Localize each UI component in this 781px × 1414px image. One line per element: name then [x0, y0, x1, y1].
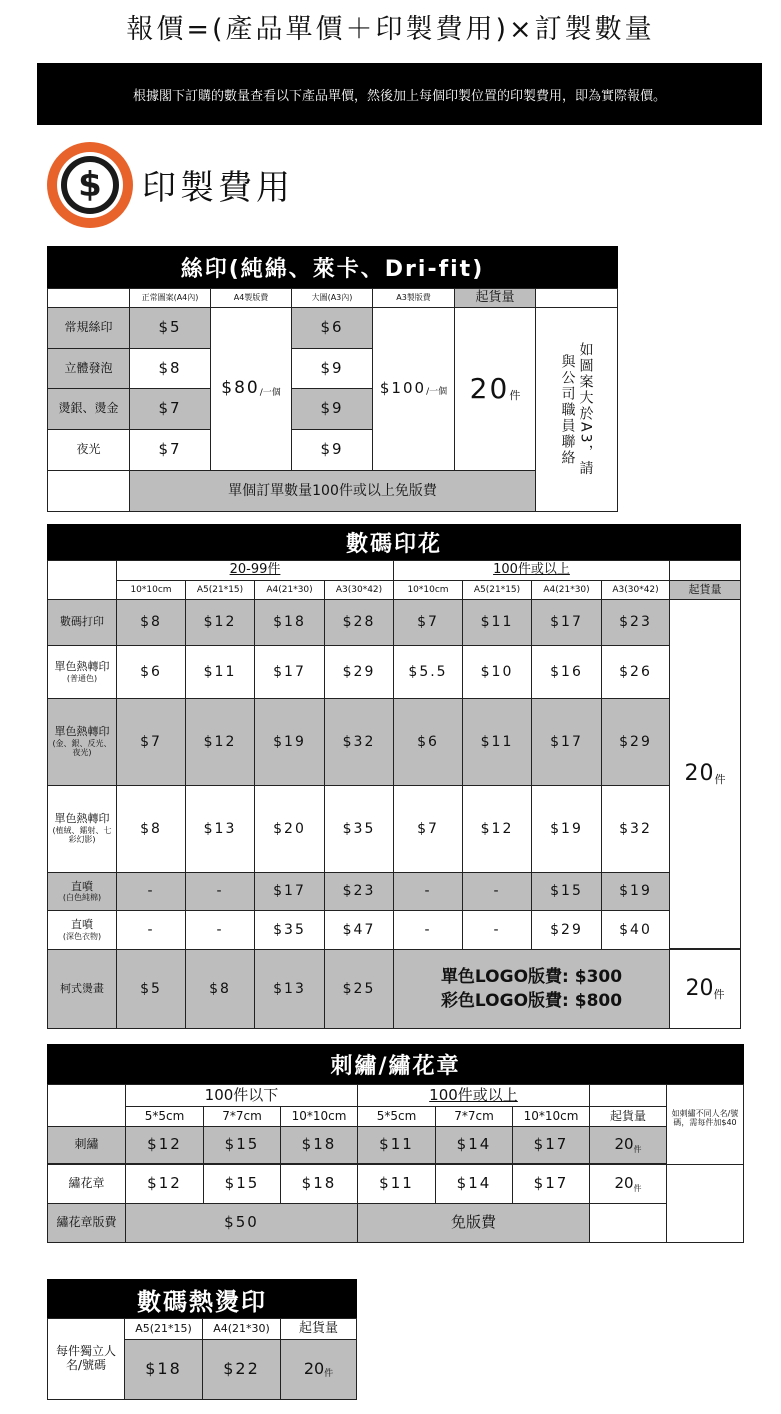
- digital-price-cell: -: [116, 910, 186, 950]
- silk-header-large: 大圖(A3內): [291, 288, 373, 308]
- silk-normal-price: $7: [129, 429, 211, 471]
- emb-size-header: 7*7cm: [203, 1106, 281, 1127]
- silk-row-label: 立體發泡: [47, 348, 130, 389]
- silk-large-price: $9: [291, 388, 373, 430]
- silk-header-blank: [535, 288, 618, 308]
- silk-corner: [47, 288, 130, 308]
- silk-row-label: 夜光: [47, 429, 130, 471]
- silk-large-price: $9: [291, 348, 373, 389]
- kodak-moq: [669, 949, 741, 1029]
- digital-price-cell: $29: [531, 910, 602, 950]
- digital-row-label: [47, 785, 117, 873]
- digital-size-header: A5(21*15): [462, 580, 532, 600]
- emb-row-label: 刺繡: [47, 1126, 126, 1164]
- price-formula: 報價=(產品單價＋印製費用)×訂製數量: [126, 13, 655, 45]
- digital-corner: [47, 560, 117, 600]
- emb-price-cell: $15: [203, 1164, 281, 1204]
- digital-price-cell: $47: [324, 910, 394, 950]
- digital-price-cell: $12: [185, 698, 255, 786]
- digital-title: 數碼印花: [47, 524, 741, 560]
- digital-price-cell: -: [116, 872, 186, 911]
- emb-size-header: 5*5cm: [125, 1106, 204, 1127]
- silk-header-moq: 起貨量: [454, 288, 536, 308]
- section-title: 印製費用: [142, 168, 294, 208]
- heat-label: 每件獨立人名/號碼: [47, 1318, 125, 1400]
- digital-moq-value: 20: [684, 761, 715, 787]
- digital-price-cell: $20: [254, 785, 325, 873]
- emb-plate-free: 免版費: [357, 1203, 590, 1243]
- digital-row-label-sub: (深色衣物): [62, 931, 102, 941]
- emb-price-cell: $14: [435, 1126, 513, 1164]
- emb-moq-unit: 件: [633, 1145, 642, 1155]
- silk-normal-price: $8: [129, 348, 211, 389]
- kodak-moq-unit: 件: [713, 987, 725, 1001]
- emb-plate-fee: $50: [125, 1203, 358, 1243]
- digital-row-label-main: 單色熱轉印: [54, 812, 110, 826]
- silk-large-price: $9: [291, 429, 373, 471]
- heat-header-a5: A5(21*15): [124, 1318, 203, 1340]
- digital-row-label: [47, 910, 117, 950]
- silk-row-label: 常規絲印: [47, 307, 130, 349]
- digital-price-cell: $5.5: [393, 645, 463, 699]
- digital-group-header: 20-99件: [116, 560, 394, 581]
- digital-row-label: [47, 872, 117, 911]
- silk-a4-fee-unit: /一個: [259, 387, 281, 398]
- digital-row-label-main: 直噴: [71, 879, 93, 893]
- emb-plate-label: 繡花章版費: [47, 1203, 126, 1243]
- digital-price-cell: $17: [531, 599, 602, 646]
- emb-price-cell: $17: [512, 1126, 590, 1164]
- emb-price-cell: $11: [357, 1126, 436, 1164]
- emb-moq-header: 起貨量: [589, 1106, 667, 1127]
- silk-footer-note: 單個訂單數量100件或以上免版費: [129, 470, 536, 512]
- heat-title: 數碼熱燙印: [47, 1279, 357, 1319]
- emb-price-cell: $12: [125, 1164, 204, 1204]
- digital-moq: [669, 599, 741, 949]
- digital-price-cell: $11: [462, 698, 532, 786]
- emb-header-blank: [589, 1084, 667, 1107]
- emb-row-label: 繡花章: [47, 1164, 126, 1204]
- instruction-banner: [37, 63, 762, 125]
- silk-header-a4-plate: A4製版費: [210, 288, 292, 308]
- digital-price-cell: $23: [324, 872, 394, 911]
- digital-price-cell: $17: [531, 698, 602, 786]
- digital-row-label-main: 單色熱轉印: [54, 660, 110, 674]
- digital-size-header: 10*10cm: [393, 580, 463, 600]
- silk-a4-plate-fee: [210, 307, 292, 471]
- digital-size-header: A3(30*42): [601, 580, 670, 600]
- silk-normal-price: $7: [129, 388, 211, 430]
- digital-price-cell: $35: [324, 785, 394, 873]
- emb-price-cell: $11: [357, 1164, 436, 1204]
- emb-corner: [47, 1084, 126, 1127]
- kodak-price: $5: [116, 949, 186, 1029]
- digital-price-cell: $8: [116, 785, 186, 873]
- digital-row-label: [47, 599, 117, 646]
- digital-row-label-main: 單色熱轉印: [54, 725, 110, 739]
- digital-size-header: A5(21*15): [185, 580, 255, 600]
- digital-price-cell: $15: [531, 872, 602, 911]
- heat-header-a4: A4(21*30): [202, 1318, 281, 1340]
- silk-a4-fee-value: $80: [221, 378, 260, 399]
- heat-moq-unit: 件: [324, 1369, 334, 1380]
- digital-price-cell: $23: [601, 599, 670, 646]
- emb-note: 如刺繡不同人名/號碼，需每件加$40: [666, 1084, 744, 1165]
- digital-row-label-sub: (白色純棉): [62, 893, 102, 903]
- silk-side-note-text: 如圖案大於A3，請與公司職員聯絡: [559, 342, 594, 477]
- digital-price-cell: $19: [254, 698, 325, 786]
- instruction-text: 根據閣下訂購的數量查看以下產品單價，然後加上每個印製位置的印製費用，即為實際報價。: [132, 88, 666, 104]
- digital-price-cell: $12: [185, 599, 255, 646]
- digital-price-cell: $7: [393, 599, 463, 646]
- digital-size-header: A4(21*30): [531, 580, 602, 600]
- emb-price-cell: $14: [435, 1164, 513, 1204]
- digital-price-cell: $10: [462, 645, 532, 699]
- digital-price-cell: $11: [462, 599, 532, 646]
- digital-header-blank: [669, 560, 741, 581]
- kodak-moq-value: 20: [685, 976, 714, 1002]
- digital-price-cell: $19: [601, 872, 670, 911]
- digital-price-cell: $35: [254, 910, 325, 950]
- emb-moq-value: 20: [614, 1174, 634, 1193]
- digital-price-cell: $7: [393, 785, 463, 873]
- emb-note-blank: [666, 1164, 744, 1243]
- digital-price-cell: $6: [393, 698, 463, 786]
- emb-size-header: 10*10cm: [280, 1106, 358, 1127]
- digital-price-cell: $32: [601, 785, 670, 873]
- silk-a3-fee-unit: /一個: [426, 386, 448, 397]
- embroidery-title: 刺繡/繡花章: [47, 1044, 744, 1084]
- digital-price-cell: $11: [185, 645, 255, 699]
- emb-price-cell: $12: [125, 1126, 204, 1164]
- emb-size-header: 7*7cm: [435, 1106, 513, 1127]
- digital-price-cell: $6: [116, 645, 186, 699]
- digital-row-label-main: 數碼打印: [60, 615, 104, 629]
- emb-moq: [589, 1164, 667, 1204]
- emb-price-cell: $17: [512, 1164, 590, 1204]
- heat-header-moq: 起貨量: [280, 1318, 357, 1340]
- digital-row-label-sub: (植絨、鐳射、七彩幻影): [52, 826, 112, 845]
- emb-price-cell: $18: [280, 1164, 358, 1204]
- dollar-symbol: $: [78, 165, 102, 205]
- digital-row-label-main: 直噴: [71, 918, 93, 932]
- silk-moq: [454, 307, 536, 471]
- digital-row-label: [47, 645, 117, 699]
- digital-price-cell: -: [462, 910, 532, 950]
- digital-moq-unit: 件: [714, 772, 726, 786]
- silk-normal-price: $5: [129, 307, 211, 349]
- kodak-logo-fees: [393, 949, 670, 1029]
- silk-a3-fee-value: $100: [379, 379, 427, 398]
- digital-row-label-sub: (普通色): [66, 673, 98, 683]
- kodak-price: $13: [254, 949, 325, 1029]
- emb-group-header: 100件以下: [125, 1084, 358, 1107]
- digital-price-cell: $12: [462, 785, 532, 873]
- silk-title: 絲印(純綿、萊卡、Dri-fit): [47, 246, 618, 288]
- dollar-icon: [47, 142, 133, 228]
- heat-moq: [280, 1339, 357, 1400]
- digital-row-label-sub: (金、銀、反光、夜光): [52, 739, 112, 758]
- emb-size-header: 5*5cm: [357, 1106, 436, 1127]
- digital-group-header: 100件或以上: [393, 560, 670, 581]
- silk-header-a3-plate: A3製版費: [372, 288, 455, 308]
- digital-price-cell: -: [393, 910, 463, 950]
- digital-price-cell: $19: [531, 785, 602, 873]
- emb-moq-value: 20: [614, 1135, 634, 1154]
- silk-moq-unit: 件: [509, 388, 521, 402]
- emb-moq: [589, 1126, 667, 1164]
- silk-header-normal: 正常圖案(A4內): [129, 288, 211, 308]
- silk-moq-value: 20: [469, 371, 510, 405]
- emb-price-cell: $15: [203, 1126, 281, 1164]
- logo-mono-fee: 單色LOGO版費: $300: [440, 967, 623, 987]
- digital-price-cell: $32: [324, 698, 394, 786]
- emb-price-cell: $18: [280, 1126, 358, 1164]
- digital-row-label: [47, 698, 117, 786]
- digital-price-cell: $13: [185, 785, 255, 873]
- emb-plate-blank: [589, 1203, 667, 1243]
- digital-size-header: A4(21*30): [254, 580, 325, 600]
- digital-price-cell: $16: [531, 645, 602, 699]
- digital-price-cell: -: [393, 872, 463, 911]
- heat-moq-value: 20: [303, 1359, 325, 1379]
- digital-price-cell: $17: [254, 872, 325, 911]
- digital-price-cell: $7: [116, 698, 186, 786]
- kodak-label: 柯式燙畫: [47, 949, 117, 1029]
- emb-moq-unit: 件: [633, 1184, 642, 1194]
- digital-price-cell: -: [185, 872, 255, 911]
- digital-price-cell: $40: [601, 910, 670, 950]
- digital-moq-header: 起貨量: [669, 580, 741, 600]
- digital-price-cell: $28: [324, 599, 394, 646]
- logo-color-fee: 彩色LOGO版費: $800: [440, 991, 623, 1011]
- silk-a3-plate-fee: [372, 307, 455, 471]
- emb-group-header: 100件或以上: [357, 1084, 590, 1107]
- digital-price-cell: -: [462, 872, 532, 911]
- digital-size-header: 10*10cm: [116, 580, 186, 600]
- heat-price-a5: $18: [124, 1339, 203, 1400]
- kodak-price: $25: [324, 949, 394, 1029]
- digital-price-cell: $26: [601, 645, 670, 699]
- kodak-price: $8: [185, 949, 255, 1029]
- silk-side-note: [535, 307, 618, 512]
- heat-price-a4: $22: [202, 1339, 281, 1400]
- digital-price-cell: $29: [601, 698, 670, 786]
- digital-size-header: A3(30*42): [324, 580, 394, 600]
- silk-row-label: 燙銀、燙金: [47, 388, 130, 430]
- digital-price-cell: -: [185, 910, 255, 950]
- digital-price-cell: $18: [254, 599, 325, 646]
- digital-price-cell: $29: [324, 645, 394, 699]
- silk-large-price: $6: [291, 307, 373, 349]
- digital-price-cell: $8: [116, 599, 186, 646]
- silk-footer-blank: [47, 470, 130, 512]
- emb-size-header: 10*10cm: [512, 1106, 590, 1127]
- digital-price-cell: $17: [254, 645, 325, 699]
